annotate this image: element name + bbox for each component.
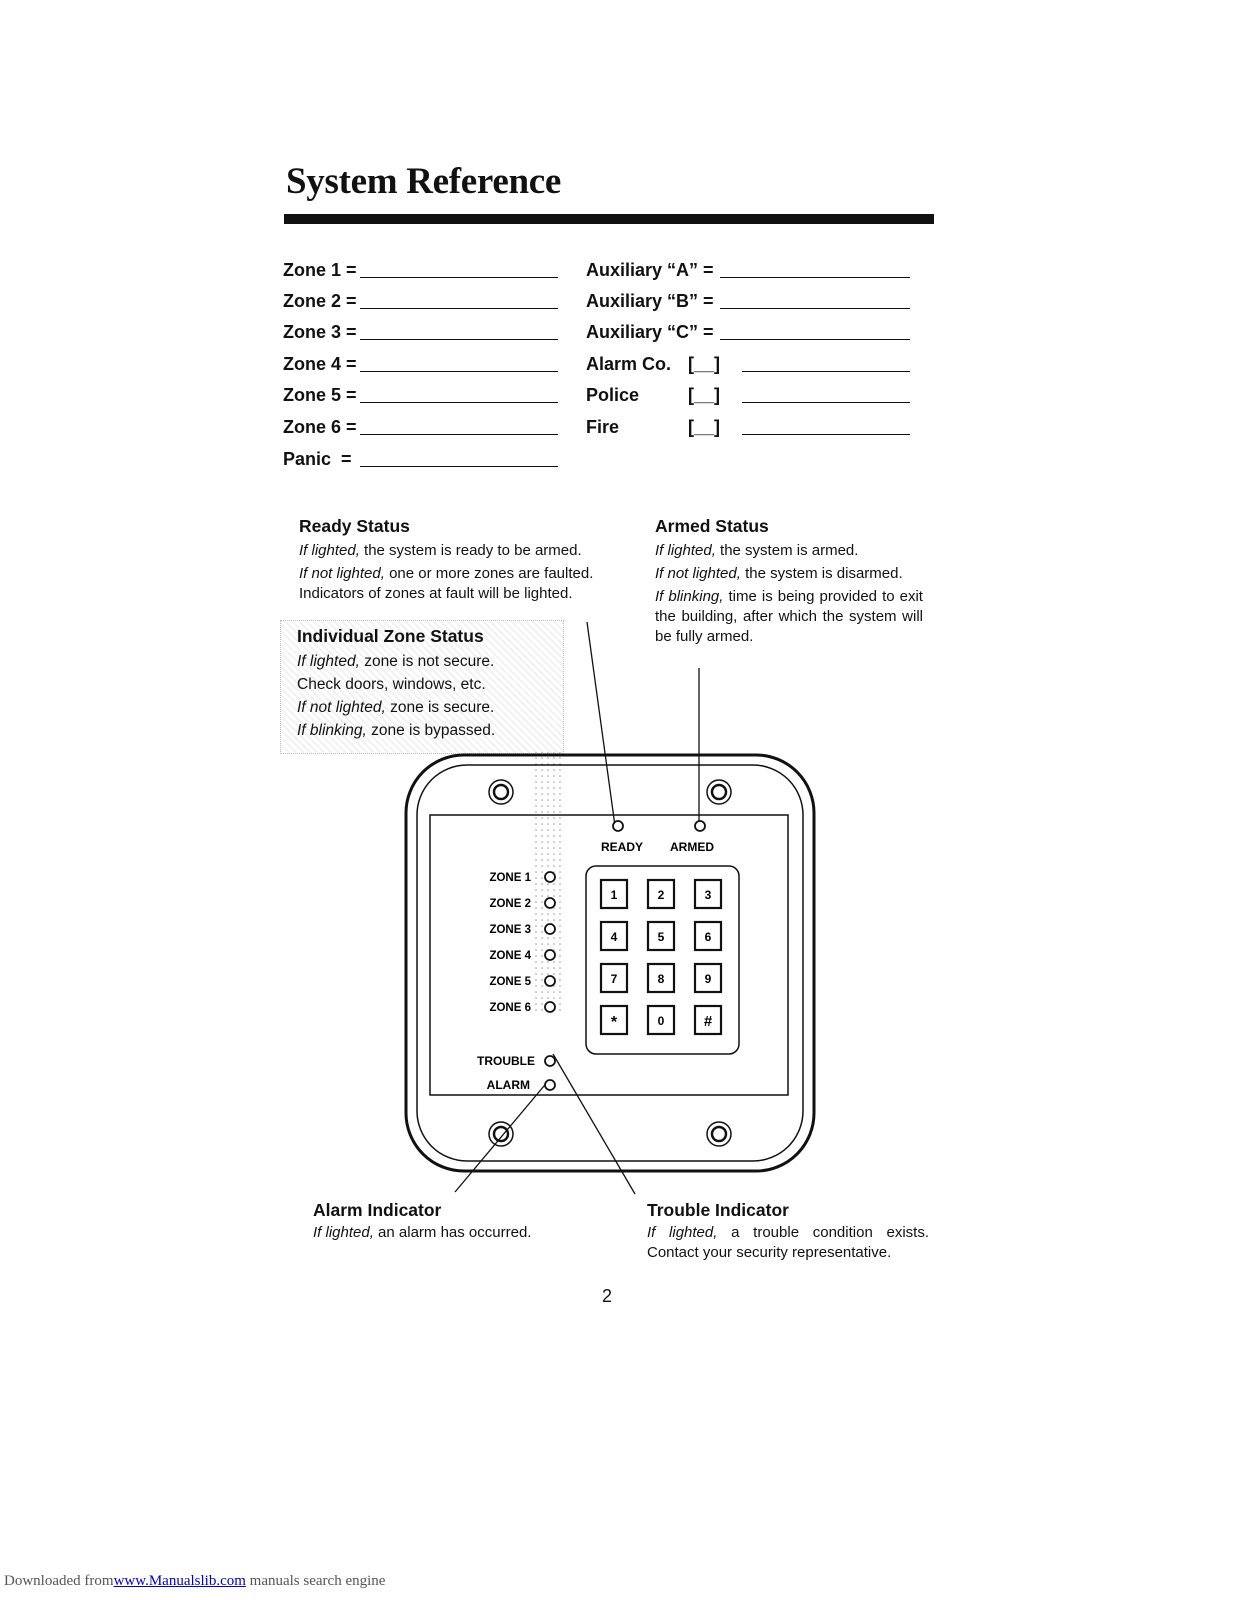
zone-dots	[533, 752, 563, 1014]
alarm-label: ALARM	[486, 1078, 530, 1092]
zone-label: Zone 6 =	[283, 417, 357, 437]
ready-status-line: If lighted, the system is ready to be armed.	[299, 542, 582, 559]
key-button	[695, 1006, 721, 1034]
zone-led	[545, 872, 555, 882]
svg-text:4: 4	[610, 930, 618, 944]
screw-icon	[707, 780, 731, 804]
download-footer	[4, 1573, 385, 1590]
svg-text:1: 1	[610, 888, 618, 902]
ready-led	[613, 821, 623, 831]
zone-led	[545, 976, 555, 986]
contact-label: Alarm Co.	[586, 354, 672, 374]
armed-label: ARMED	[670, 840, 714, 854]
ready-label: READY	[600, 840, 644, 854]
armed-status-heading: Armed Status	[655, 516, 769, 536]
zone-led-label: ZONE 5	[489, 976, 531, 988]
svg-text:5: 5	[657, 930, 665, 944]
zone-label: Zone 1 =	[283, 260, 357, 280]
zone-status-line: If not lighted, zone is secure.	[297, 699, 495, 716]
screw-icon	[489, 1122, 513, 1146]
panic-label: Panic =	[283, 449, 352, 469]
alarm-indicator-block	[313, 1200, 603, 1243]
contact-bracket: [__]	[688, 354, 721, 374]
zone-led-label: ZONE 1	[489, 872, 531, 884]
manualslib-link[interactable]: www.Manualslib.com	[113, 1573, 246, 1589]
ready-status-line: If not lighted, one or more zones are faulted.	[299, 565, 594, 582]
zone-label: Zone 3 =	[283, 322, 357, 342]
page-number: 2	[602, 1286, 613, 1306]
armed-led	[695, 821, 705, 831]
key-button	[648, 880, 674, 908]
key-button	[648, 922, 674, 950]
ready-status-line: Indicators of zones at fault will be lighted.	[299, 585, 573, 602]
zone-status-heading: Individual Zone Status	[297, 626, 484, 646]
armed-status-line: If blinking, time is being provided to exit the building, after which the system will be fully armed.	[655, 588, 923, 645]
screw-icon	[707, 1122, 731, 1146]
zone-led	[545, 950, 555, 960]
aux-label: Auxiliary “C” =	[586, 322, 714, 342]
svg-text:*: *	[610, 1014, 618, 1031]
contact-bracket: [__]	[688, 417, 721, 437]
footer-prefix: Downloaded from	[4, 1573, 114, 1589]
svg-text:2: 2	[657, 888, 665, 902]
trouble-callout-line	[553, 1054, 635, 1194]
screw-icon	[489, 780, 513, 804]
svg-text:#: #	[703, 1013, 713, 1030]
svg-text:6: 6	[704, 930, 712, 944]
key-button	[648, 964, 674, 992]
trouble-indicator-heading: Trouble Indicator	[647, 1200, 789, 1220]
zone-led	[545, 1002, 555, 1012]
contact-bracket: [__]	[688, 385, 721, 405]
zone-led	[545, 898, 555, 908]
alarm-indicator-line: If lighted, an alarm has occurred.	[313, 1224, 532, 1241]
zone-led	[545, 924, 555, 934]
armed-status-line: If not lighted, the system is disarmed.	[655, 565, 903, 582]
key-button	[601, 880, 627, 908]
zone-led-label: ZONE 2	[489, 898, 531, 910]
key-button	[695, 964, 721, 992]
trouble-label: TROUBLE	[477, 1054, 535, 1068]
alarm-callout-line	[455, 1080, 549, 1192]
zone-label: Zone 2 =	[283, 291, 357, 311]
aux-label: Auxiliary “A” =	[586, 260, 714, 280]
zone-led-label: ZONE 3	[489, 924, 531, 936]
alarm-led	[545, 1080, 555, 1090]
trouble-indicator-line: If lighted, a trouble condition exists. Contact your security representative.	[647, 1224, 930, 1261]
zone-status-line: If blinking, zone is bypassed.	[297, 722, 496, 739]
footer-suffix: manuals search engine	[249, 1573, 386, 1589]
contact-label: Police	[586, 385, 640, 405]
svg-text:0: 0	[657, 1014, 665, 1028]
contact-label: Fire	[586, 417, 620, 437]
aux-label: Auxiliary “B” =	[586, 291, 714, 311]
key-button	[601, 964, 627, 992]
svg-text:3: 3	[704, 888, 712, 902]
page-title: System Reference	[286, 161, 561, 202]
svg-text:9: 9	[704, 972, 712, 986]
key-button	[601, 922, 627, 950]
key-button	[695, 922, 721, 950]
alarm-indicator-heading: Alarm Indicator	[313, 1200, 442, 1220]
key-button	[695, 880, 721, 908]
key-button	[648, 1006, 674, 1034]
svg-text:7: 7	[610, 972, 618, 986]
trouble-indicator-block	[647, 1200, 929, 1263]
zone-label: Zone 4 =	[283, 354, 357, 374]
trouble-led	[545, 1056, 555, 1066]
ready-status-heading: Ready Status	[299, 516, 410, 536]
zone-led-label: ZONE 4	[489, 950, 531, 962]
zone-status-line: If lighted, zone is not secure.	[297, 653, 495, 670]
keypad-keys	[601, 880, 721, 1034]
zone-status-line: Check doors, windows, etc.	[297, 676, 486, 693]
zone-label: Zone 5 =	[283, 385, 357, 405]
svg-text:8: 8	[657, 972, 665, 986]
key-button	[601, 1006, 627, 1034]
zone-led-label: ZONE 6	[489, 1002, 531, 1014]
armed-status-line: If lighted, the system is armed.	[655, 542, 859, 559]
ready-callout-line	[587, 622, 615, 826]
